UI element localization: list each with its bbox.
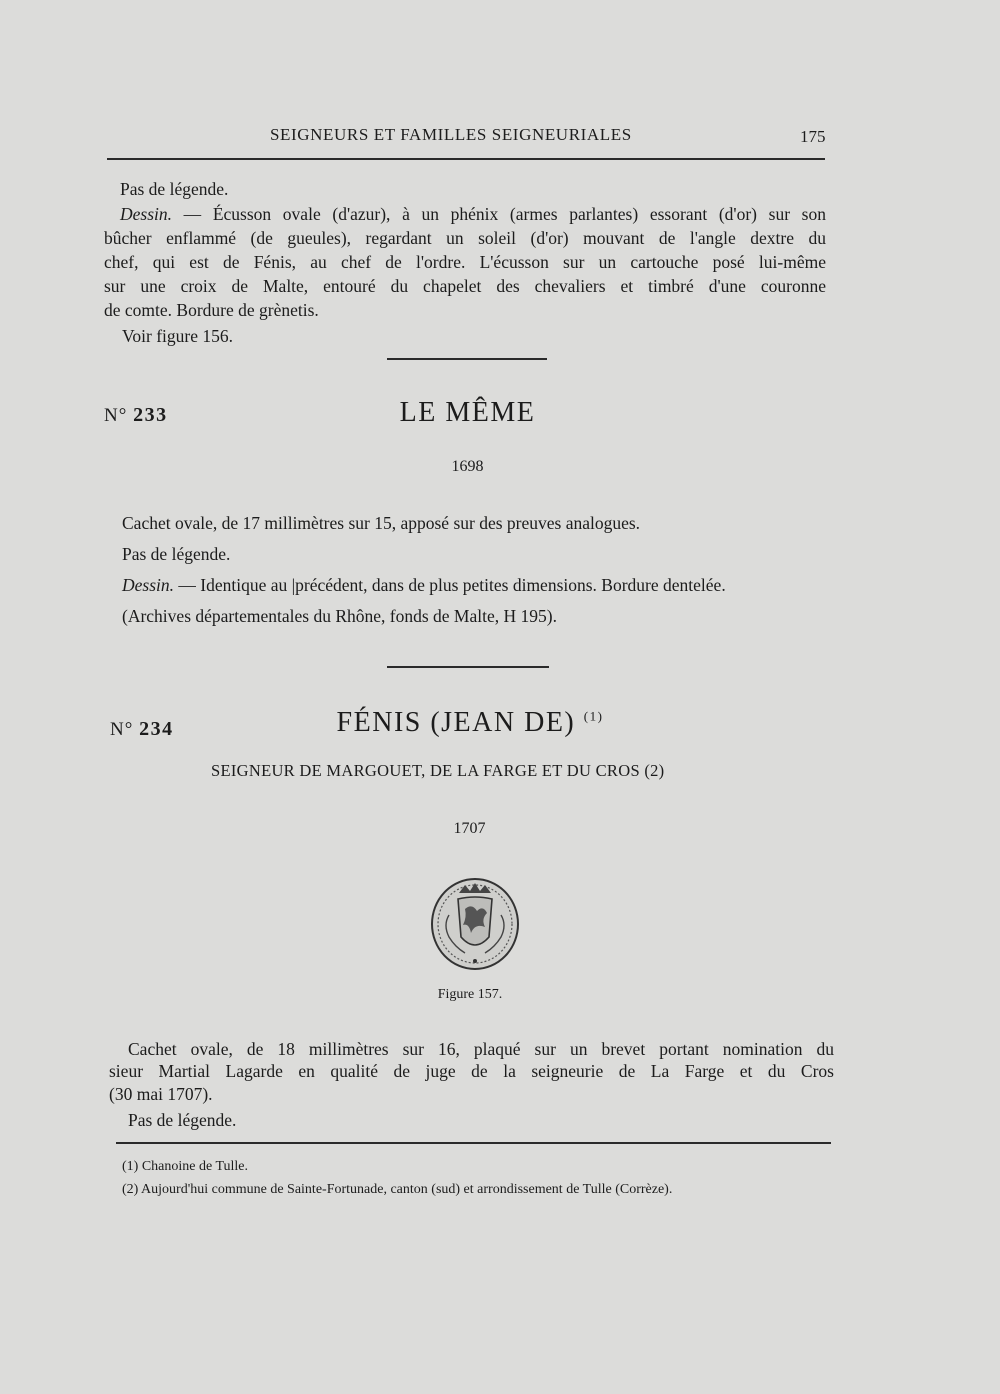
seal-figure-image: [425, 875, 525, 975]
section-separator-1: [387, 358, 547, 360]
figure-caption: Figure 157.: [437, 987, 503, 1002]
continuation-dessin-line-2: bûcher enflammé (de gueules), regardant un soleil (d'or) mouvant de l'angle dextre du: [104, 228, 826, 248]
footnote-rule: [116, 1142, 831, 1144]
entry-234-number: N° 234: [110, 718, 174, 740]
entry-233-dessin: Dessin. — Identique au |précédent, dans de plus petites dimensions. Bordure dentelée.: [122, 575, 726, 595]
section-separator-2: [387, 666, 549, 668]
entry-233-year: 1698: [451, 458, 484, 475]
continuation-legend: Pas de légende.: [120, 179, 229, 199]
entry-234-description-line-3: (30 mai 1707).: [109, 1084, 213, 1104]
title-note: (1): [583, 708, 604, 724]
entry-234-title: FÉNIS (JEAN DE) $^{(1)}$: [336, 707, 604, 738]
footnote-2: (2) Aujourd'hui commune de Sainte-Fortunade, canton (sud) et arrondissement de Tulle (Corrèze).: [122, 1182, 673, 1197]
entry-233-description: Cachet ovale, de 17 millimètres sur 15, apposé sur des preuves analogues.: [122, 513, 641, 533]
header-rule: [107, 158, 825, 160]
continuation-dessin-line-1: Dessin. — Écusson ovale (d'azur), à un phénix (armes parlantes) essorant (d'or) sur son: [120, 204, 826, 224]
footnote-1: (1) Chanoine de Tulle.: [122, 1159, 248, 1174]
entry-234-subtitle: SEIGNEUR DE MARGOUET, DE LA FARGE ET DU CROS (2): [211, 761, 665, 780]
entry-233-legend: Pas de légende.: [122, 544, 231, 564]
continuation-dessin-line-4: sur une croix de Malte, entouré du chapelet des chevaliers et timbré d'une couronne: [104, 276, 826, 296]
entry-233-number: N° 233: [104, 404, 168, 426]
continuation-dessin-line-3: chef, qui est de Fénis, au chef de l'ordre. L'écusson sur un cartouche posé lui-même: [104, 252, 826, 272]
continuation-dessin-line-5: de comte. Bordure de grènetis.: [104, 300, 319, 320]
entry-234-year: 1707: [453, 820, 486, 837]
entry-233-title: LE MÊME: [399, 397, 536, 428]
running-title: SEIGNEURS ET FAMILLES SEIGNEURIALES: [270, 125, 632, 144]
entry-234-description-line-1: Cachet ovale, de 18 millimètres sur 16, plaqué sur un brevet portant nomination du: [128, 1039, 834, 1059]
see-figure: Voir figure 156.: [122, 326, 233, 346]
dessin-label: Dessin.: [120, 204, 173, 224]
entry-234-legend: Pas de légende.: [128, 1110, 237, 1130]
page-number: 175: [800, 127, 826, 146]
entry-233-source: (Archives départementales du Rhône, fonds de Malte, H 195).: [122, 606, 557, 626]
dessin-label: Dessin.: [122, 575, 175, 595]
entry-234-description-line-2: sieur Martial Lagarde en qualité de juge de la seigneurie de La Farge et du Cros: [109, 1061, 834, 1081]
